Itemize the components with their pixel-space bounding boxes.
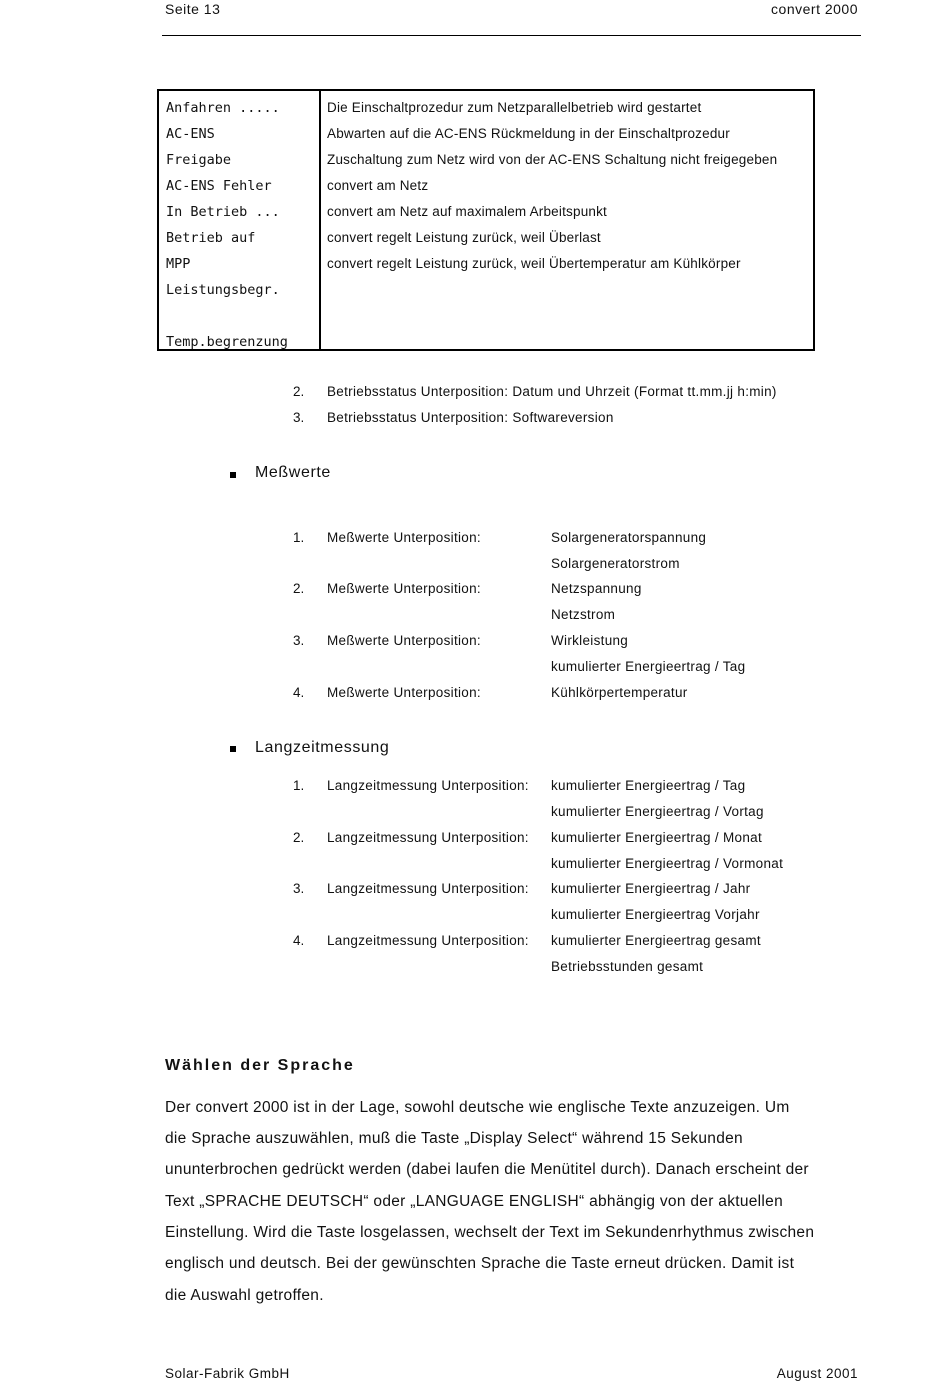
footer-company: Solar-Fabrik GmbH — [165, 1366, 290, 1381]
list-item-value: kumulierter Energieertrag gesamt — [551, 933, 761, 948]
section-heading-messwerte: Meßwerte — [255, 464, 331, 481]
status-code: Betrieb auf — [166, 230, 256, 246]
paragraph-line: Der convert 2000 ist in der Lage, sowohl deutsche wie englische Texte anzuzeigen. Um — [165, 1099, 790, 1116]
list-item-value: Netzspannung — [551, 581, 642, 596]
paragraph-line: Text „SPRACHE DEUTSCH“ oder „LANGUAGE ENGLISH“ abhängig von der aktuellen — [165, 1193, 784, 1210]
section-heading-langzeitmessung: Langzeitmessung — [255, 739, 390, 756]
list-item-value: kumulierter Energieertrag Vorjahr — [551, 907, 760, 922]
list-item-value: Netzstrom — [551, 607, 616, 622]
status-code: Anfahren ..... — [166, 100, 280, 116]
paragraph-line: ununterbrochen gedrückt werden (dabei laufen die Menütitel durch). Danach erscheint der — [165, 1161, 809, 1178]
status-code: Freigabe — [166, 152, 232, 168]
bullet-icon — [230, 746, 236, 752]
list-item-label: Meßwerte Unterposition: — [327, 685, 481, 700]
list-item-value: kumulierter Energieertrag / Monat — [551, 830, 762, 845]
paragraph-line: Einstellung. Wird die Taste losgelassen, wechselt der Text im Sekundenrhythmus zwischen — [165, 1224, 815, 1241]
document-title: convert 2000 — [771, 1, 858, 17]
status-code: Leistungsbegr. — [166, 282, 280, 298]
list-item: Betriebsstatus Unterposition: Softwareversion — [327, 410, 614, 425]
list-number: 4. — [293, 933, 305, 948]
list-number: 1. — [293, 778, 305, 793]
status-description: Abwarten auf die AC-ENS Rückmeldung in der Einschaltprozedur — [327, 126, 730, 141]
list-number: 1. — [293, 530, 305, 545]
status-description: Zuschaltung zum Netz wird von der AC-ENS Schaltung nicht freigegeben — [327, 152, 778, 167]
list-number: 2. — [293, 384, 305, 399]
paragraph-line: die Auswahl getroffen. — [165, 1287, 324, 1304]
list-item-value: Solargeneratorspannung — [551, 530, 707, 545]
status-description: convert am Netz auf maximalem Arbeitspunkt — [327, 204, 608, 219]
section-heading-sprache: Wählen der Sprache — [165, 1057, 355, 1074]
status-code: AC-ENS Fehler — [166, 178, 272, 194]
list-number: 3. — [293, 881, 305, 896]
paragraph-line: englisch und deutsch. Bei der gewünschten Sprache die Taste erneut drücken. Damit ist — [165, 1255, 795, 1272]
list-item-value: Betriebsstunden gesamt — [551, 959, 704, 974]
list-item-value: Wirkleistung — [551, 633, 629, 648]
list-item-value: Solargeneratorstrom — [551, 556, 680, 571]
list-item-value: kumulierter Energieertrag / Vormonat — [551, 856, 784, 871]
list-item-value: kumulierter Energieertrag / Tag — [551, 659, 746, 674]
footer-date: August 2001 — [776, 1366, 858, 1381]
list-item-value: Kühlkörpertemperatur — [551, 685, 688, 700]
header-rule — [162, 35, 861, 36]
list-item: Betriebsstatus Unterposition: Datum und Uhrzeit (Format tt.mm.jj h:min) — [327, 384, 777, 399]
list-item-label: Meßwerte Unterposition: — [327, 530, 481, 545]
status-code: In Betrieb ... — [166, 204, 280, 220]
status-code: AC-ENS — [166, 126, 215, 142]
page-number: Seite 13 — [165, 1, 221, 17]
status-description: convert regelt Leistung zurück, weil Übertemperatur am Kühlkörper — [327, 256, 741, 271]
list-item-value: kumulierter Energieertrag / Vortag — [551, 804, 764, 819]
list-item-label: Langzeitmessung Unterposition: — [327, 830, 529, 845]
status-code-column — [159, 91, 321, 349]
list-number: 2. — [293, 581, 305, 596]
list-item-label: Langzeitmessung Unterposition: — [327, 933, 529, 948]
list-item-label: Langzeitmessung Unterposition: — [327, 778, 529, 793]
list-item-label: Meßwerte Unterposition: — [327, 581, 481, 596]
list-number: 3. — [293, 410, 305, 425]
list-number: 4. — [293, 685, 305, 700]
paragraph-line: die Sprache auszuwählen, muß die Taste „Display Select“ während 15 Sekunden — [165, 1130, 743, 1147]
status-description: convert am Netz — [327, 178, 429, 193]
list-number: 3. — [293, 633, 305, 648]
status-code: Temp.begrenzung — [166, 334, 288, 350]
status-code: MPP — [166, 256, 191, 272]
list-item-label: Langzeitmessung Unterposition: — [327, 881, 529, 896]
status-table — [157, 89, 815, 351]
list-item-label: Meßwerte Unterposition: — [327, 633, 481, 648]
status-description: convert regelt Leistung zurück, weil Überlast — [327, 230, 601, 245]
list-number: 2. — [293, 830, 305, 845]
status-description: Die Einschaltprozedur zum Netzparallelbetrieb wird gestartet — [327, 100, 702, 115]
bullet-icon — [230, 472, 236, 478]
list-item-value: kumulierter Energieertrag / Tag — [551, 778, 746, 793]
list-item-value: kumulierter Energieertrag / Jahr — [551, 881, 751, 896]
